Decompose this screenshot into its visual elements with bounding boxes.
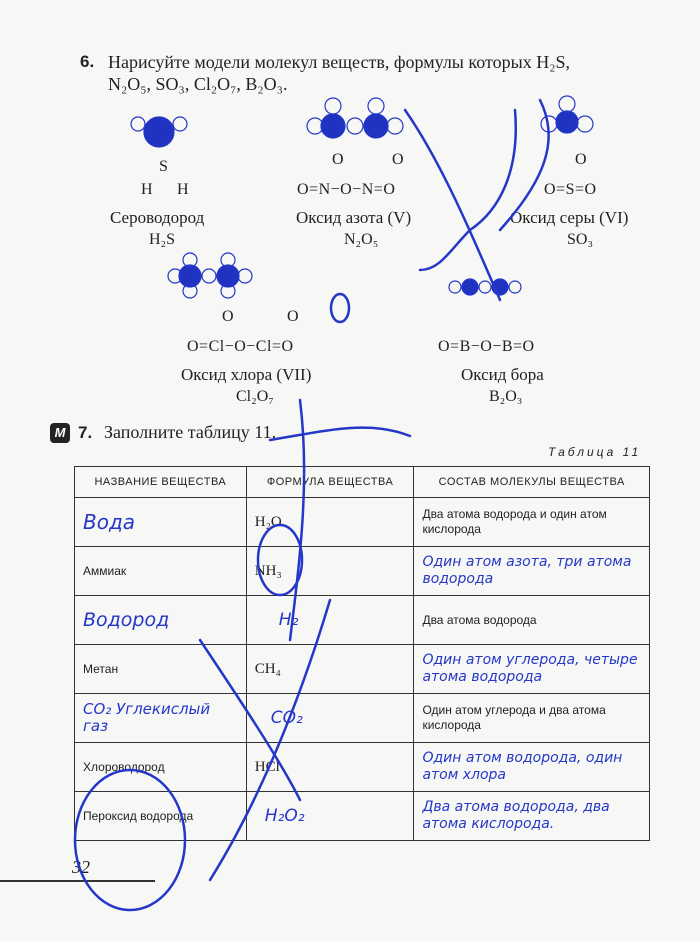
cell-formula xyxy=(246,743,414,792)
cell-name xyxy=(75,694,247,743)
n2o5-chain: O=N−O−N=O xyxy=(297,181,396,198)
cell-composition xyxy=(414,694,650,743)
h2s-formula: H₂S xyxy=(149,231,176,248)
header-composition: СОСТАВ МОЛЕКУЛЫ ВЕЩЕСТВА xyxy=(414,467,650,498)
so3-o-top: O xyxy=(575,151,588,168)
cell-composition xyxy=(414,547,650,596)
n2o5-name: Оксид азота (V) xyxy=(296,208,412,227)
table-row xyxy=(75,694,650,743)
cl2o7-formula: Cl₂O₇ xyxy=(236,388,274,405)
printed-name: Метан xyxy=(83,662,119,676)
question-6-number: 6. xyxy=(80,52,95,71)
handwritten-formula: H₂O₂ xyxy=(264,806,305,826)
cell-name xyxy=(75,547,247,596)
printed-composition: Два атома водорода и один атом кислорода xyxy=(422,507,607,536)
cell-formula xyxy=(246,498,414,547)
cell-composition xyxy=(414,645,650,694)
table-row xyxy=(75,596,650,645)
handwritten-composition: Один атом углерода, четыре атома водорода xyxy=(422,652,638,685)
printed-composition: Один атом углерода и два атома кислорода xyxy=(422,703,606,732)
cl2o7-chain: O=Cl−O−Cl=O xyxy=(187,338,294,355)
printed-name: Аммиак xyxy=(83,564,127,578)
b2o3-chain: O=B−O−B=O xyxy=(438,338,535,355)
cell-name xyxy=(75,743,247,792)
so3-chain: O=S=O xyxy=(544,181,597,198)
printed-name: Пероксид водорода xyxy=(83,809,194,823)
table-row xyxy=(75,792,650,841)
n2o5-formula: N₂O₅ xyxy=(344,231,379,248)
cell-formula xyxy=(246,596,414,645)
cl2o7-o-top1: O xyxy=(222,308,235,325)
cl2o7-model-drawing xyxy=(168,253,252,298)
so3-model-drawing xyxy=(541,96,593,133)
table-row xyxy=(75,645,650,694)
n2o5-o-top1: O xyxy=(332,151,345,168)
handwritten-formula: H₂ xyxy=(278,610,299,630)
cell-composition xyxy=(414,596,650,645)
handwritten-composition: Один атом азота, три атома водорода xyxy=(422,554,632,587)
handwritten-name: CO₂ Углекислый газ xyxy=(83,700,211,735)
printed-formula: CH₄ xyxy=(254,660,281,677)
header-formula: ФОРМУЛА ВЕЩЕСТВА xyxy=(246,467,414,498)
cell-formula xyxy=(246,792,414,841)
table-caption: Таблица 11 xyxy=(548,445,642,459)
cell-formula xyxy=(246,645,414,694)
question-6-line1: Нарисуйте модели молекул веществ, формулы которых H₂S, xyxy=(108,52,571,72)
cell-name xyxy=(75,645,247,694)
handwritten-name: Водород xyxy=(83,609,170,631)
question-7-text: Заполните таблицу 11. xyxy=(104,422,277,442)
so3-name: Оксид серы (VI) xyxy=(510,208,629,227)
h2s-model-drawing xyxy=(131,117,187,147)
printed-formula: H₂O xyxy=(254,513,282,530)
table-row xyxy=(75,743,650,792)
cell-name xyxy=(75,596,247,645)
handwritten-composition: Два атома водорода, два атома кислорода. xyxy=(422,799,610,832)
printed-formula: HCl xyxy=(254,758,280,775)
cell-name xyxy=(75,792,247,841)
cell-composition xyxy=(414,498,650,547)
cell-formula xyxy=(246,547,414,596)
footer-rule xyxy=(0,880,155,882)
cell-formula xyxy=(246,694,414,743)
substances-table xyxy=(74,466,650,841)
handwritten-composition: Один атом водорода, один атом хлора xyxy=(422,750,623,783)
h2s-atom-h1: H xyxy=(141,181,154,198)
n2o5-o-top2: O xyxy=(392,151,405,168)
method-icon: M xyxy=(50,423,70,443)
cell-name xyxy=(75,498,247,547)
cell-composition xyxy=(414,792,650,841)
h2s-atom-h2: H xyxy=(177,181,190,198)
printed-formula: NH₃ xyxy=(254,562,282,579)
n2o5-model-drawing xyxy=(307,98,403,138)
question-6-line2: N₂O₅, SO₃, Cl₂O₇, B₂O₃. xyxy=(108,74,288,94)
h2s-atom-s: S xyxy=(159,158,169,175)
handwritten-name: Вода xyxy=(83,510,136,534)
h2s-name: Сероводород xyxy=(110,208,205,227)
b2o3-model-drawing xyxy=(449,279,521,295)
cl2o7-o-top2: O xyxy=(287,308,300,325)
page-number: 32 xyxy=(72,857,90,877)
header-name: НАЗВАНИЕ ВЕЩЕСТВА xyxy=(75,467,247,498)
table-row xyxy=(75,498,650,547)
handwritten-formula: CO₂ xyxy=(270,708,303,728)
cell-composition xyxy=(414,743,650,792)
cl2o7-name: Оксид хлора (VII) xyxy=(181,365,312,384)
printed-name: Хлороводород xyxy=(83,760,165,774)
b2o3-formula: B₂O₃ xyxy=(489,388,523,405)
b2o3-name: Оксид бора xyxy=(461,365,544,384)
table-header-row xyxy=(75,467,650,498)
so3-formula: SO₃ xyxy=(567,231,594,248)
question-7-number: 7. xyxy=(78,423,93,442)
printed-composition: Два атома водорода xyxy=(422,613,537,627)
table-row xyxy=(75,547,650,596)
